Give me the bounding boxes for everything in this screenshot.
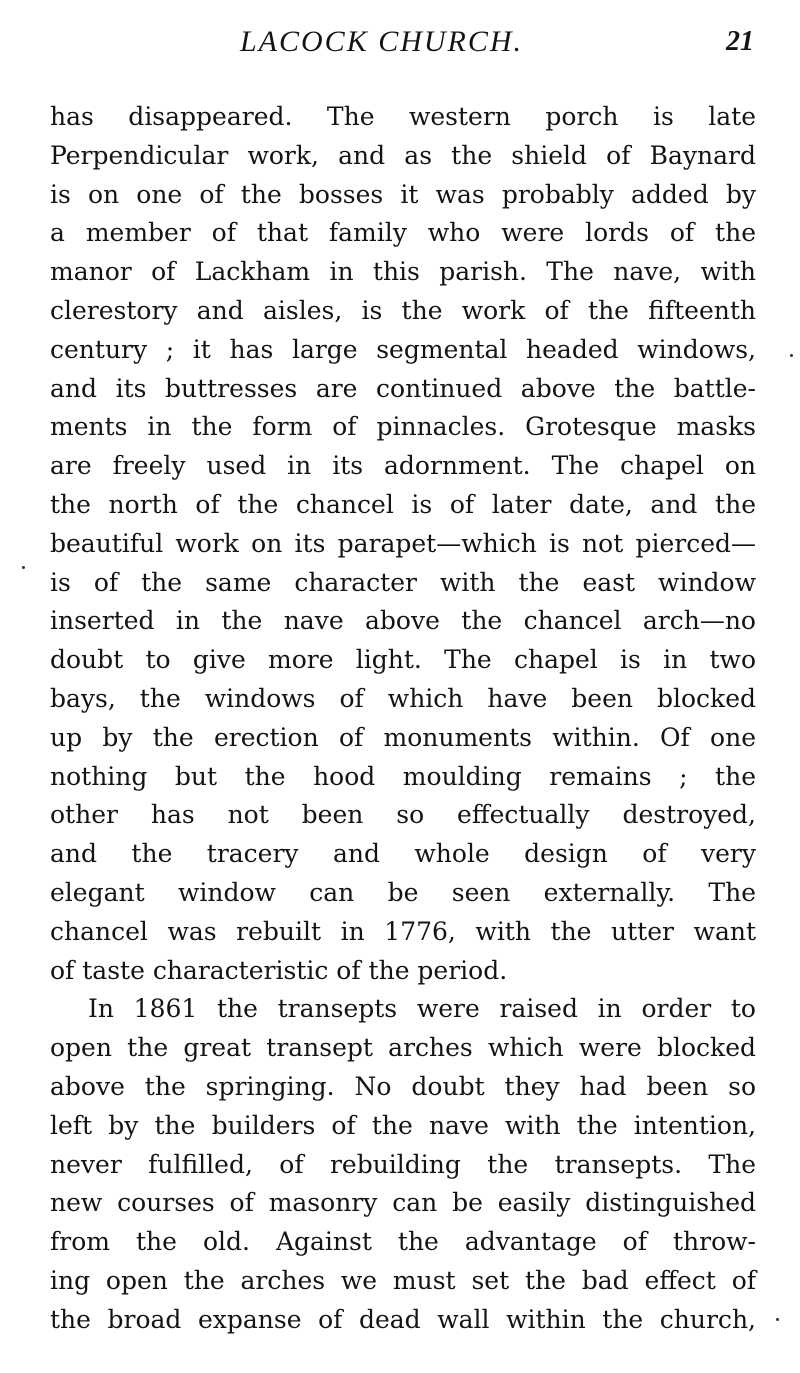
- paragraph-1: [50, 98, 756, 990]
- print-speck: [776, 1318, 779, 1321]
- text-line: chancel was rebuilt in 1776, with the utter want: [50, 916, 756, 946]
- text-line: is of the same character with the east window: [50, 567, 756, 597]
- text-line: clerestory and aisles, is the work of the fifteenth: [50, 295, 756, 325]
- text-line: above the springing. No doubt they had been so: [50, 1071, 756, 1101]
- running-head: [0, 22, 800, 62]
- text-line: and the tracery and whole design of very: [50, 839, 756, 869]
- print-speck: [790, 354, 793, 357]
- text-line: new courses of masonry can be easily distinguished: [50, 1188, 756, 1218]
- text-line: Perpendicular work, and as the shield of Baynard: [50, 140, 756, 170]
- text-line: up by the erection of monuments within. Of one: [50, 722, 756, 752]
- text-line: open the great transept arches which were blocked: [50, 1033, 756, 1063]
- paragraph-2: [50, 990, 756, 1339]
- text-line: is on one of the bosses it was probably added by: [50, 179, 756, 209]
- text-line: are freely used in its adornment. The chapel on: [50, 451, 756, 481]
- text-line: ing open the arches we must set the bad effect of: [50, 1265, 756, 1295]
- text-line: inserted in the nave above the chancel arch—no: [50, 606, 756, 636]
- text-line: a member of that family who were lords of the: [50, 218, 756, 248]
- text-line: In 1861 the transepts were raised in order to: [88, 994, 756, 1024]
- body-text: [50, 98, 756, 1340]
- text-line: doubt to give more light. The chapel is in two: [50, 645, 756, 675]
- text-line: and its buttresses are continued above the battle-: [50, 373, 756, 403]
- text-line: the broad expanse of dead wall within the church,: [50, 1304, 756, 1334]
- text-line: elegant window can be seen externally. The: [50, 877, 756, 907]
- text-line: the north of the chancel is of later date, and the: [50, 489, 756, 519]
- text-line: from the old. Against the advantage of throw-: [50, 1227, 756, 1257]
- text-line: nothing but the hood moulding remains ; the: [50, 761, 756, 791]
- text-line: century ; it has large segmental headed windows,: [50, 334, 756, 364]
- text-line: beautiful work on its parapet—which is not pierced—: [50, 528, 756, 558]
- running-title: LACOCK CHURCH.: [240, 25, 524, 58]
- text-line: other has not been so effectually destroyed,: [50, 800, 756, 830]
- text-line: manor of Lackham in this parish. The nave, with: [50, 257, 756, 287]
- page-number: 21: [726, 26, 754, 57]
- text-line: has disappeared. The western porch is late: [50, 102, 756, 131]
- text-line: never fulfilled, of rebuilding the transepts. The: [50, 1149, 756, 1179]
- text-line: of taste characteristic of the period.: [50, 955, 508, 985]
- text-line: ments in the form of pinnacles. Grotesque masks: [50, 412, 756, 442]
- text-line: left by the builders of the nave with the intention,: [50, 1110, 756, 1140]
- print-speck: [22, 566, 25, 569]
- text-line: bays, the windows of which have been blocked: [50, 683, 756, 713]
